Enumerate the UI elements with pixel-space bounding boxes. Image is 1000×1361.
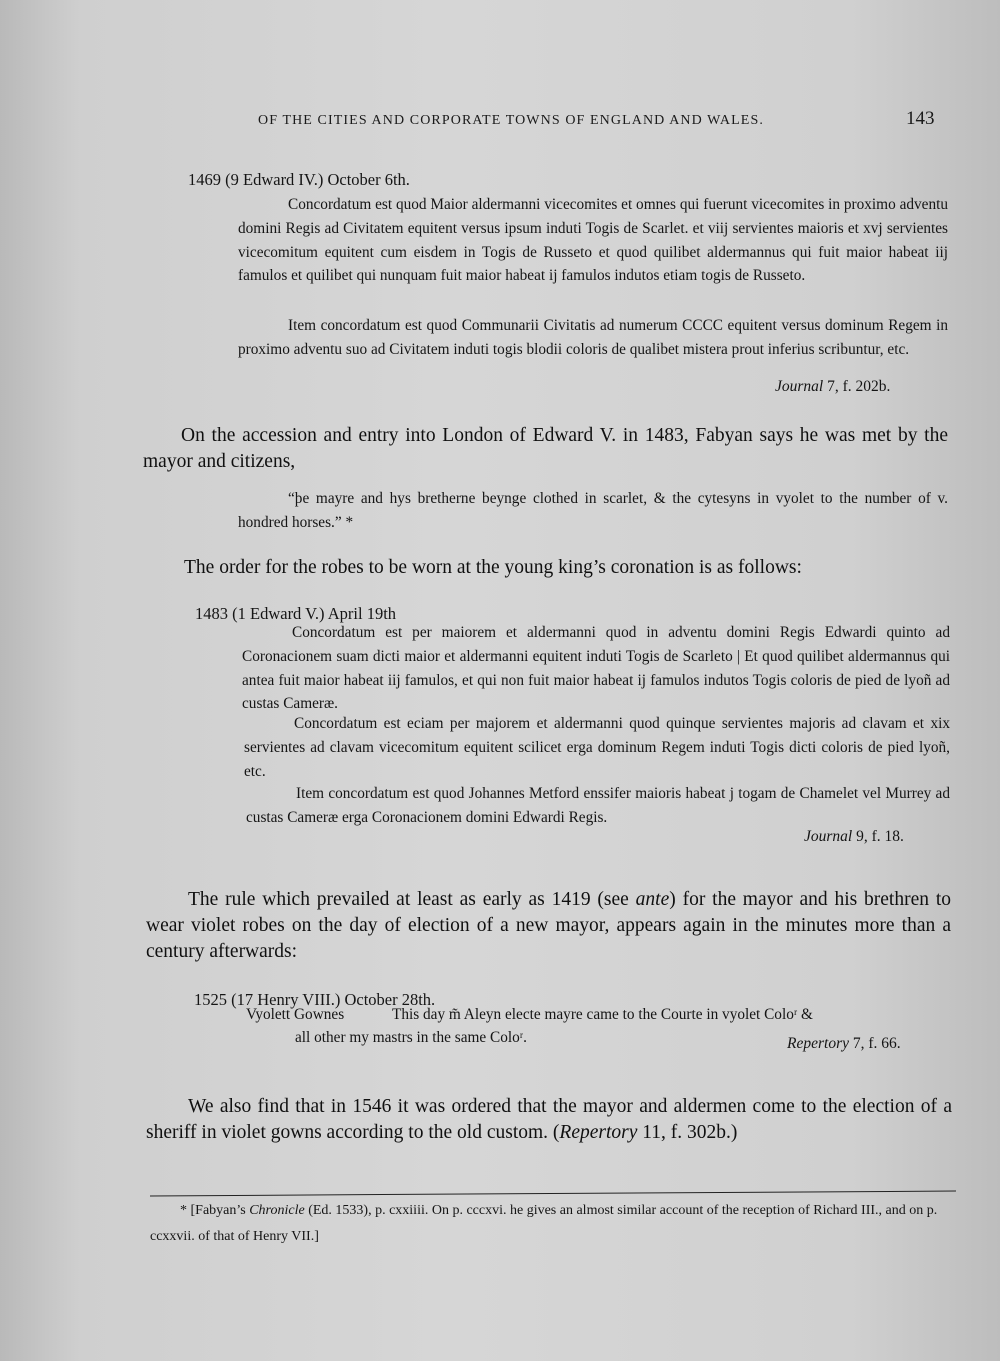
footnote-italic: Chronicle — [249, 1203, 305, 1218]
paragraph-1546-text: We also find that in 1546 it was ordered that the mayor and aldermen come to the election of a sheriff in violet gowns according to the old custom. ( — [146, 1096, 952, 1143]
citation-ref: 7, f. 202b. — [827, 378, 891, 395]
footnote-end: (Ed. 1533), p. cxxiiii. On p. cccxvi. he gives an almost similar account of the reception of Richard III., and on p. ccxxvii. of that of Henry VII.] — [150, 1203, 938, 1244]
paragraph-fabyan: On the accession and entry into London of Edward V. in 1483, Fabyan says he was met by the mayor and citizens, — [143, 425, 948, 472]
paragraph-violet-rule — [146, 887, 951, 965]
entry-1483-para-1-text: Concordatum est per maiorem et aldermanni quod in adventu domini Regis Edwardi quinto ad Coronacionem suam dicti maior et aldermanni equitent induti Togis de Scarleto | Et quod quilibet aldermannus qui antea fuit maior habeat iij famulos, et qui non fuit maior habeat ij famulos indutos Togis coloris de pied de lyoñ ad custas Cameræ. — [242, 624, 950, 713]
page-number: 143 — [906, 108, 935, 129]
fabyan-quote-text: “þe mayre and hys bretherne beynge clothed in scarlet, & the cytesyns in vyolet to the number of v. hondred horses.” * — [238, 490, 948, 531]
paragraph-1546-italic: Repertory — [559, 1122, 638, 1143]
entry-1483-para-2 — [244, 712, 950, 783]
citation-ref: 9, f. 18. — [856, 828, 904, 845]
entry-1525-line-2: all other my mastrs in the same Coloʳ. — [295, 1029, 527, 1046]
citation-source: Journal — [775, 378, 824, 395]
entry-1469-para-1-text: Concordatum est quod Maior aldermanni vicecomites et omnes qui fuerunt vicecomites in proximo adventu domini Regis ad Civitatem equitent versus ipsum induti Togis de Scarlet. et viij servientes maioris et xvj servientes vicecomitum equitent cum eisdem in Togis de Russeto et quod quilibet aldermannus qui fuit maior habeat iij famulos et quilibet qui nunquam fuit maior habeat ij famulos indutos etiam togis de Russeto. — [238, 196, 948, 285]
paragraph-1546 — [146, 1094, 952, 1146]
paragraph-order: The order for the robes to be worn at the young king’s coronation is as follows: — [184, 557, 802, 578]
entry-1483-para-3 — [246, 782, 950, 830]
running-header: OF THE CITIES AND CORPORATE TOWNS OF ENGLAND AND WALES. — [258, 113, 764, 128]
paragraph-1546-end: 11, f. 302b.) — [637, 1122, 738, 1143]
footnote-start: * [Fabyan’s — [180, 1203, 250, 1218]
citation-source: Repertory — [787, 1035, 849, 1052]
paragraph-violet-rule-italic: ante — [635, 889, 670, 910]
entry-1483-citation — [804, 828, 904, 846]
paragraph-violet-rule-start: The rule which prevailed at least as early as 1419 (see — [188, 889, 636, 910]
entry-1483-para-2-text: Concordatum est eciam per majorem et aldermanni quod quinque servientes majoris ad clavam et xix servientes ad clavam vicecomitum equitent scilicet erga dominum Regem induti Togis dicti coloris de pied lyoñ, etc. — [244, 715, 950, 780]
entry-1469-para-1 — [238, 193, 948, 288]
footnote-divider — [150, 1191, 956, 1197]
footnote — [150, 1198, 955, 1250]
entry-1483-para-1 — [242, 621, 950, 716]
entry-1469-date: 1469 (9 Edward IV.) October 6th. — [188, 170, 410, 189]
entry-1469-para-2-text: Item concordatum est quod Communarii Civitatis ad numerum CCCC equitent versus dominum Regem in proximo adventu suo ad Civitatem induti togis blodii coloris de qualibet mistera prout inferius scribuntur, etc. — [238, 317, 948, 358]
entry-1469-para-2 — [238, 314, 948, 362]
entry-1469-citation — [775, 378, 890, 396]
fabyan-quote — [238, 487, 948, 535]
entry-1525-date: 1525 (17 Henry VIII.) October 28th. — [194, 990, 436, 1009]
entry-1483-para-3-text: Item concordatum est quod Johannes Metford enssifer maioris habeat j togam de Chamelet vel Murrey ad custas Cameræ erga Coronacionem domini Edwardi Regis. — [246, 785, 950, 826]
entry-1483-date: 1483 (1 Edward V.) April 19th — [195, 604, 397, 623]
entry-1525-citation — [787, 1035, 901, 1053]
entry-1525-line-1: This day m̃ Aleyn electe mayre came to the Courte in vyolet Coloʳ & — [392, 1006, 813, 1023]
citation-source: Journal — [804, 828, 853, 845]
entry-1525-margin-label: Vyolett Gownes — [246, 1006, 345, 1023]
citation-ref: 7, f. 66. — [852, 1035, 901, 1052]
paragraph-violet-rule-end: ) for the mayor and his brethren to wear violet robes on the day of election of a new mayor, appears again in the minutes more than a century afterwards: — [146, 889, 951, 962]
